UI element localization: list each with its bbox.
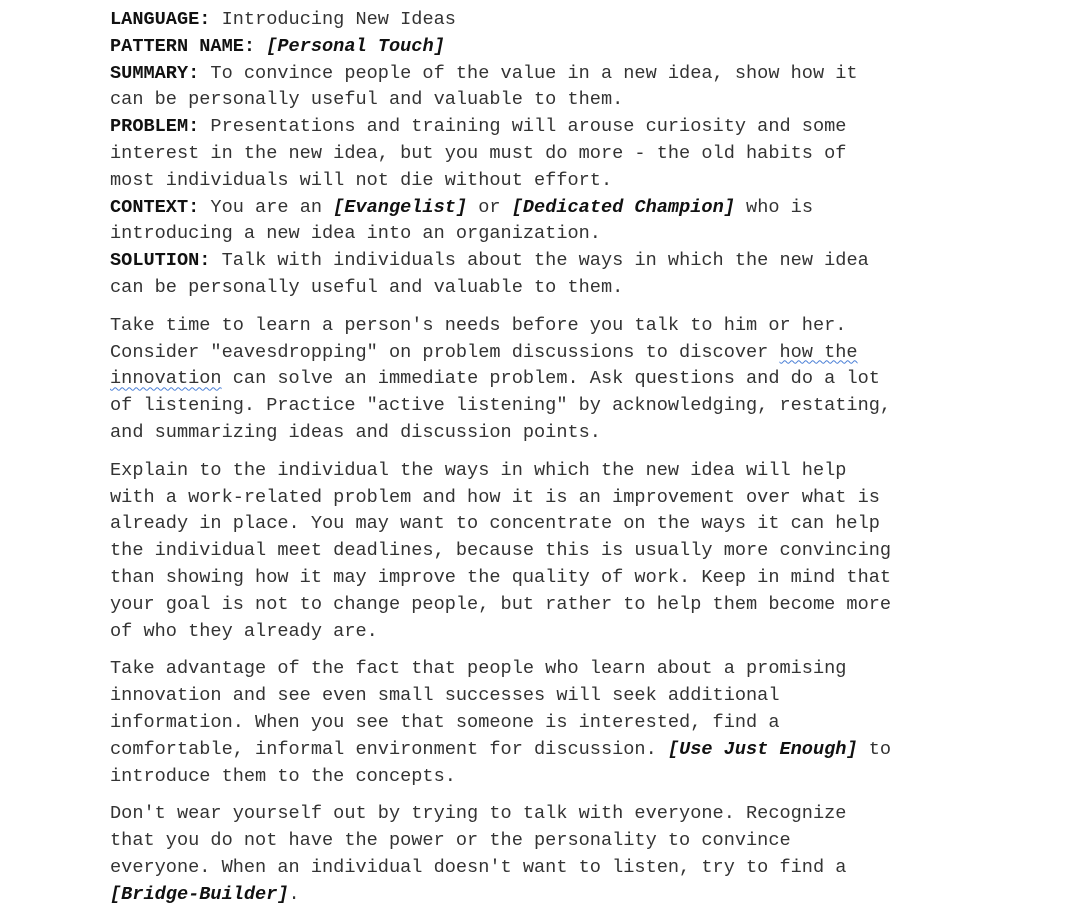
problem-text-1: Presentations and training will arouse curiosity and some [199, 116, 847, 138]
paragraph-2-line-3: already in place. You may want to concentrate on the ways it can help [110, 513, 880, 535]
paragraph-4-line-1: Don't wear yourself out by trying to talk with everyone. Recognize [110, 803, 847, 825]
context-line-2: introducing a new idea into an organization. [110, 223, 601, 245]
pattern-name-label: PATTERN NAME: [110, 35, 256, 57]
evangelist-reference: [Evangelist] [333, 196, 468, 218]
problem-label: PROBLEM: [110, 116, 200, 138]
solution-line-1 [110, 248, 1091, 275]
paragraph-4-text-4b: . [288, 883, 300, 905]
paragraph-1-line-5: and summarizing ideas and discussion points. [110, 421, 601, 443]
context-text-1a: You are an [199, 196, 334, 218]
paragraph-3-line-4 [110, 737, 1091, 764]
paragraph-gap [110, 790, 1091, 801]
solution-text-1: Talk with individuals about the ways in which the new idea [210, 250, 869, 272]
context-line-1 [110, 195, 1091, 222]
problem-line-1 [110, 114, 1091, 141]
paragraph-4-line-4 [110, 882, 1091, 909]
paragraph-2-line-4: the individual meet deadlines, because this is usually more convincing [110, 540, 892, 562]
summary-text-1: To convince people of the value in a new idea, show how it [199, 62, 858, 84]
grammar-flag-text[interactable]: how the [779, 341, 858, 363]
use-just-enough-reference: [Use Just Enough] [667, 738, 858, 760]
paragraph-3-text-4b: to [857, 738, 892, 760]
summary-line-2: can be personally useful and valuable to them. [110, 89, 624, 111]
paragraph-3-line-1: Take advantage of the fact that people who learn about a promising [110, 658, 847, 680]
language-line [110, 7, 1091, 34]
paragraph-3-text-4a: comfortable, informal environment for discussion. [110, 738, 668, 760]
solution-line-2: can be personally useful and valuable to them. [110, 276, 624, 298]
paragraph-4-line-2: that you do not have the power or the personality to convince [110, 830, 791, 852]
bridge-builder-reference: [Bridge-Builder] [110, 883, 289, 905]
grammar-flag-text-cont[interactable]: innovation [110, 368, 222, 390]
paragraph-2-line-5: than showing how it may improve the quality of work. Keep in mind that [110, 566, 892, 588]
paragraph-4-line-3: everyone. When an individual doesn't want to listen, try to find a [110, 856, 847, 878]
paragraph-3-line-5: introduce them to the concepts. [110, 765, 456, 787]
paragraph-1-line-3 [110, 366, 1091, 393]
paragraph-3-line-2: innovation and see even small successes will seek additional [110, 685, 780, 707]
dedicated-champion-reference: [Dedicated Champion] [511, 196, 735, 218]
paragraph-2-line-1: Explain to the individual the ways in which the new idea will help [110, 459, 847, 481]
paragraph-2-line-7: of who they already are. [110, 620, 378, 642]
paragraph-1-line-4: of listening. Practice "active listening" by acknowledging, restating, [110, 395, 892, 417]
context-label: CONTEXT: [110, 196, 200, 218]
paragraph-1-line-1: Take time to learn a person's needs before you talk to him or her. [110, 314, 847, 336]
pattern-name-line [110, 34, 1091, 61]
solution-label: SOLUTION: [110, 250, 211, 272]
pattern-name-value: [Personal Touch] [266, 35, 445, 57]
paragraph-gap [110, 302, 1091, 313]
paragraph-1-line-2 [110, 340, 1091, 367]
summary-label: SUMMARY: [110, 62, 200, 84]
language-label: LANGUAGE: [110, 9, 211, 30]
language-value: Introducing New Ideas [210, 9, 456, 30]
paragraph-3-line-3: information. When you see that someone is interested, find a [110, 711, 780, 733]
paragraph-gap [110, 447, 1091, 458]
paragraph-2-line-6: your goal is not to change people, but rather to help them become more [110, 593, 892, 615]
paragraph-1-text-2a: Consider "eavesdropping" on problem discussions to discover [110, 341, 780, 363]
paragraph-1-text-3b: can solve an immediate problem. Ask questions and do a lot [221, 368, 880, 390]
summary-line-1 [110, 61, 1091, 88]
paragraph-gap [110, 645, 1091, 656]
problem-line-2: interest in the new idea, but you must do more - the old habits of [110, 142, 847, 164]
problem-line-3: most individuals will not die without effort. [110, 169, 613, 191]
context-text-1c: who is [734, 196, 813, 218]
paragraph-2-line-2: with a work-related problem and how it is an improvement over what is [110, 486, 880, 508]
context-text-1b: or [467, 196, 512, 218]
